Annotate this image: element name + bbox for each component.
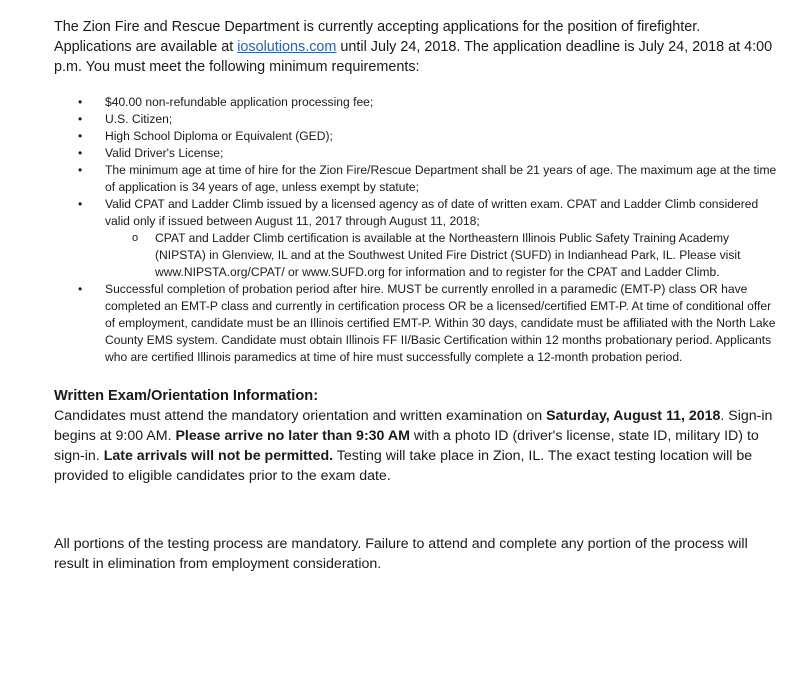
- requirement-text: The minimum age at time of hire for the Zion Fire/Rescue Department shall be 21 years of age. The maximum age at the time of application is 34 years of age, unless exempt by statute;: [105, 163, 777, 194]
- exam-heading: Written Exam/Orientation Information:: [54, 388, 319, 404]
- bullet-icon: •: [78, 197, 83, 211]
- requirement-text: Valid CPAT and Ladder Climb issued by a licensed agency as of date of written exam. CPAT and Ladder Climb considered valid only if issued between August 11, 2017 through August 11, 2018;: [105, 197, 759, 228]
- requirement-item: [54, 128, 781, 145]
- bullet-icon: •: [78, 163, 83, 177]
- requirement-text: $40.00 non-refundable application processing fee;: [105, 95, 374, 109]
- requirement-text: U.S. Citizen;: [105, 112, 173, 126]
- intro-text-start: The Zion Fire and Rescue Department is currently accepting applications for the position of firefighter. Applications are available at: [54, 19, 701, 55]
- bullet-icon: •: [78, 112, 83, 126]
- bullet-icon: •: [78, 282, 83, 296]
- requirement-item: [54, 196, 781, 281]
- requirement-text: High School Diploma or Equivalent (GED);: [105, 129, 333, 143]
- requirement-item: [54, 94, 781, 111]
- exam-date: Saturday, August 11, 2018: [546, 408, 721, 424]
- intro-paragraph: [54, 17, 781, 77]
- arrival-deadline: Please arrive no later than 9:30 AM: [175, 428, 410, 444]
- sub-requirements-list: [105, 230, 781, 281]
- requirements-list: [54, 94, 781, 366]
- bullet-icon: •: [78, 95, 83, 109]
- application-link[interactable]: iosolutions.com: [237, 39, 337, 55]
- requirement-item: [54, 111, 781, 128]
- circle-bullet-icon: o: [132, 232, 139, 244]
- closing-paragraph: All portions of the testing process are mandatory. Failure to attend and complete any portion of the process will result in elimination from employment consideration.: [54, 536, 748, 572]
- requirement-item: [54, 145, 781, 162]
- exam-text-2: . Sign-in begins at 9:00 AM.: [54, 408, 773, 444]
- bullet-icon: •: [78, 129, 83, 143]
- requirement-item: [54, 281, 781, 366]
- requirement-item: [54, 162, 781, 196]
- late-arrival-notice: Late arrivals will not be permitted.: [103, 448, 334, 464]
- exam-text-3: with a photo ID (driver's license, state ID, military ID) to sign-in.: [54, 428, 759, 464]
- requirement-text: Successful completion of probation period after hire. MUST be currently enrolled in a paramedic (EMT-P) class OR have completed an EMT-P class and currently in certification process OR be a licensed/certified EMT-P. At time of conditional offer of employment, candidate must be an Illinois certified EMT-P. Within 30 days, candidate must be affiliated with the North Lake County EMS system. Candidate must obtain Illinois FF II/Basic Certification within 12 months probationary period. Applicants who are certified Illinois paramedics at time of hire must successfully complete a 12-month probation period.: [105, 282, 776, 364]
- exam-text-4: Testing will take place in Zion, IL. The exact testing location will be provided to eligible candidates prior to the exam date.: [54, 448, 753, 484]
- exam-paragraph: [54, 406, 781, 486]
- intro-text-end: until July 24, 2018. The application deadline is July 24, 2018 at 4:00 p.m. You must meet the following minimum requirements:: [54, 39, 773, 75]
- exam-text-1: Candidates must attend the mandatory orientation and written examination on: [54, 408, 547, 424]
- bullet-icon: •: [78, 146, 83, 160]
- sub-requirement-text: CPAT and Ladder Climb certification is available at the Northeastern Illinois Public Safety Training Academy (NIPSTA) in Glenview, IL and at the Southwest United Fire District (SUFD) in Indianhead Park, IL. Please visit www.NIPSTA.org/CPAT/ or www.SUFD.org for information and to register for the CPAT and Ladder Climb.: [155, 231, 741, 279]
- sub-requirement-item: [105, 230, 781, 281]
- requirement-text: Valid Driver's License;: [105, 146, 224, 160]
